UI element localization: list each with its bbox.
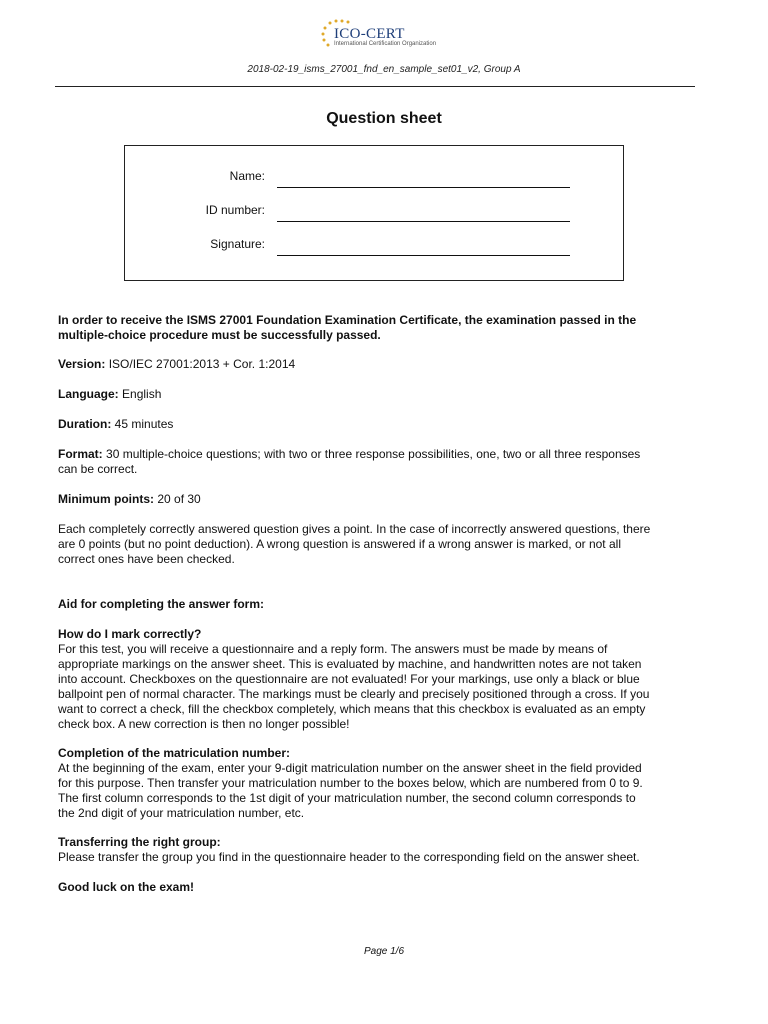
format-value: 30 multiple-choice questions; with two or three response possibilities, one, two or all three responses can be correct. bbox=[58, 447, 641, 476]
section-heading: Completion of the matriculation number: bbox=[58, 746, 291, 760]
id-number-field[interactable] bbox=[277, 221, 570, 222]
aid-heading: Aid for completing the answer form: bbox=[58, 597, 265, 611]
minimum-points-value: 20 of 30 bbox=[157, 492, 201, 506]
document-reference: 2018-02-19_isms_27001_fnd_en_sample_set01_v2, Group A bbox=[247, 64, 521, 75]
duration-label: Duration: bbox=[58, 417, 112, 431]
section-body: Please transfer the group you find in the questionnaire header to the corresponding field on the answer sheet. bbox=[58, 850, 640, 864]
ico-cert-logo bbox=[318, 18, 468, 52]
format-label: Format: bbox=[58, 447, 103, 461]
closing-text: Good luck on the exam! bbox=[58, 880, 195, 894]
id-number-label: ID number: bbox=[205, 203, 265, 217]
scoring-text: Each completely correctly answered question gives a point. In the case of incorrectly answered questions, there are 0 points (but no point deduction). A wrong question is answered if a wrong answer is marked, or not all correct ones have been checked. bbox=[58, 522, 651, 566]
logo-subtitle: International Certification Organization bbox=[334, 41, 437, 47]
duration-value: 45 minutes bbox=[114, 417, 174, 431]
section-body: For this test, you will receive a questionnaire and a reply form. The answers must be made by means of appropriate markings on the answer sheet. This is evaluated by machine, and handwritten notes are not taken into account. Checkboxes on the questionnaire are not evaluated! For your markings, use only a black or blue ballpoint pen of normal character. The markings must be clearly and precisely positioned through a cross. If you want to correct a check, fill the checkbox completely, which means that this checkbox is evaluated as an empty check box. A new correction is then no longer possible! bbox=[58, 642, 650, 731]
intro-text: In order to receive the ISMS 27001 Foundation Examination Certificate, the examination passed in the multiple-choice procedure must be successfully passed. bbox=[58, 313, 637, 342]
name-field[interactable] bbox=[277, 187, 570, 188]
minimum-points-label: Minimum points: bbox=[58, 492, 154, 506]
logo-title: ICO-CERT bbox=[334, 26, 405, 42]
section-body: At the beginning of the exam, enter your 9-digit matriculation number on the answer sheet in the field provided for this purpose. Then transfer your matriculation number to the boxes below, which are numbered from 0 to 9. The first column corresponds to the 1st digit of your matriculation number, the second column corresponds to the 2nd digit of your matriculation number, etc. bbox=[58, 761, 643, 820]
format-line bbox=[58, 447, 653, 477]
page-title: Question sheet bbox=[326, 110, 442, 127]
language-label: Language: bbox=[58, 387, 119, 401]
language-value: English bbox=[122, 387, 162, 401]
candidate-info-box bbox=[124, 145, 624, 281]
minimum-points-line bbox=[58, 492, 653, 507]
version-line bbox=[58, 357, 653, 372]
signature-field[interactable] bbox=[277, 255, 570, 256]
section-heading: Transferring the right group: bbox=[58, 835, 221, 849]
header-divider bbox=[55, 86, 695, 87]
page-number: Page 1/6 bbox=[363, 946, 405, 957]
section-heading: How do I mark correctly? bbox=[58, 627, 202, 641]
duration-line bbox=[58, 417, 653, 432]
version-value: ISO/IEC 27001:2013 + Cor. 1:2014 bbox=[108, 357, 296, 371]
version-label: Version: bbox=[58, 357, 106, 371]
instructions bbox=[58, 313, 653, 895]
language-line bbox=[58, 387, 653, 402]
name-label: Name: bbox=[229, 169, 265, 183]
signature-label: Signature: bbox=[210, 237, 265, 251]
